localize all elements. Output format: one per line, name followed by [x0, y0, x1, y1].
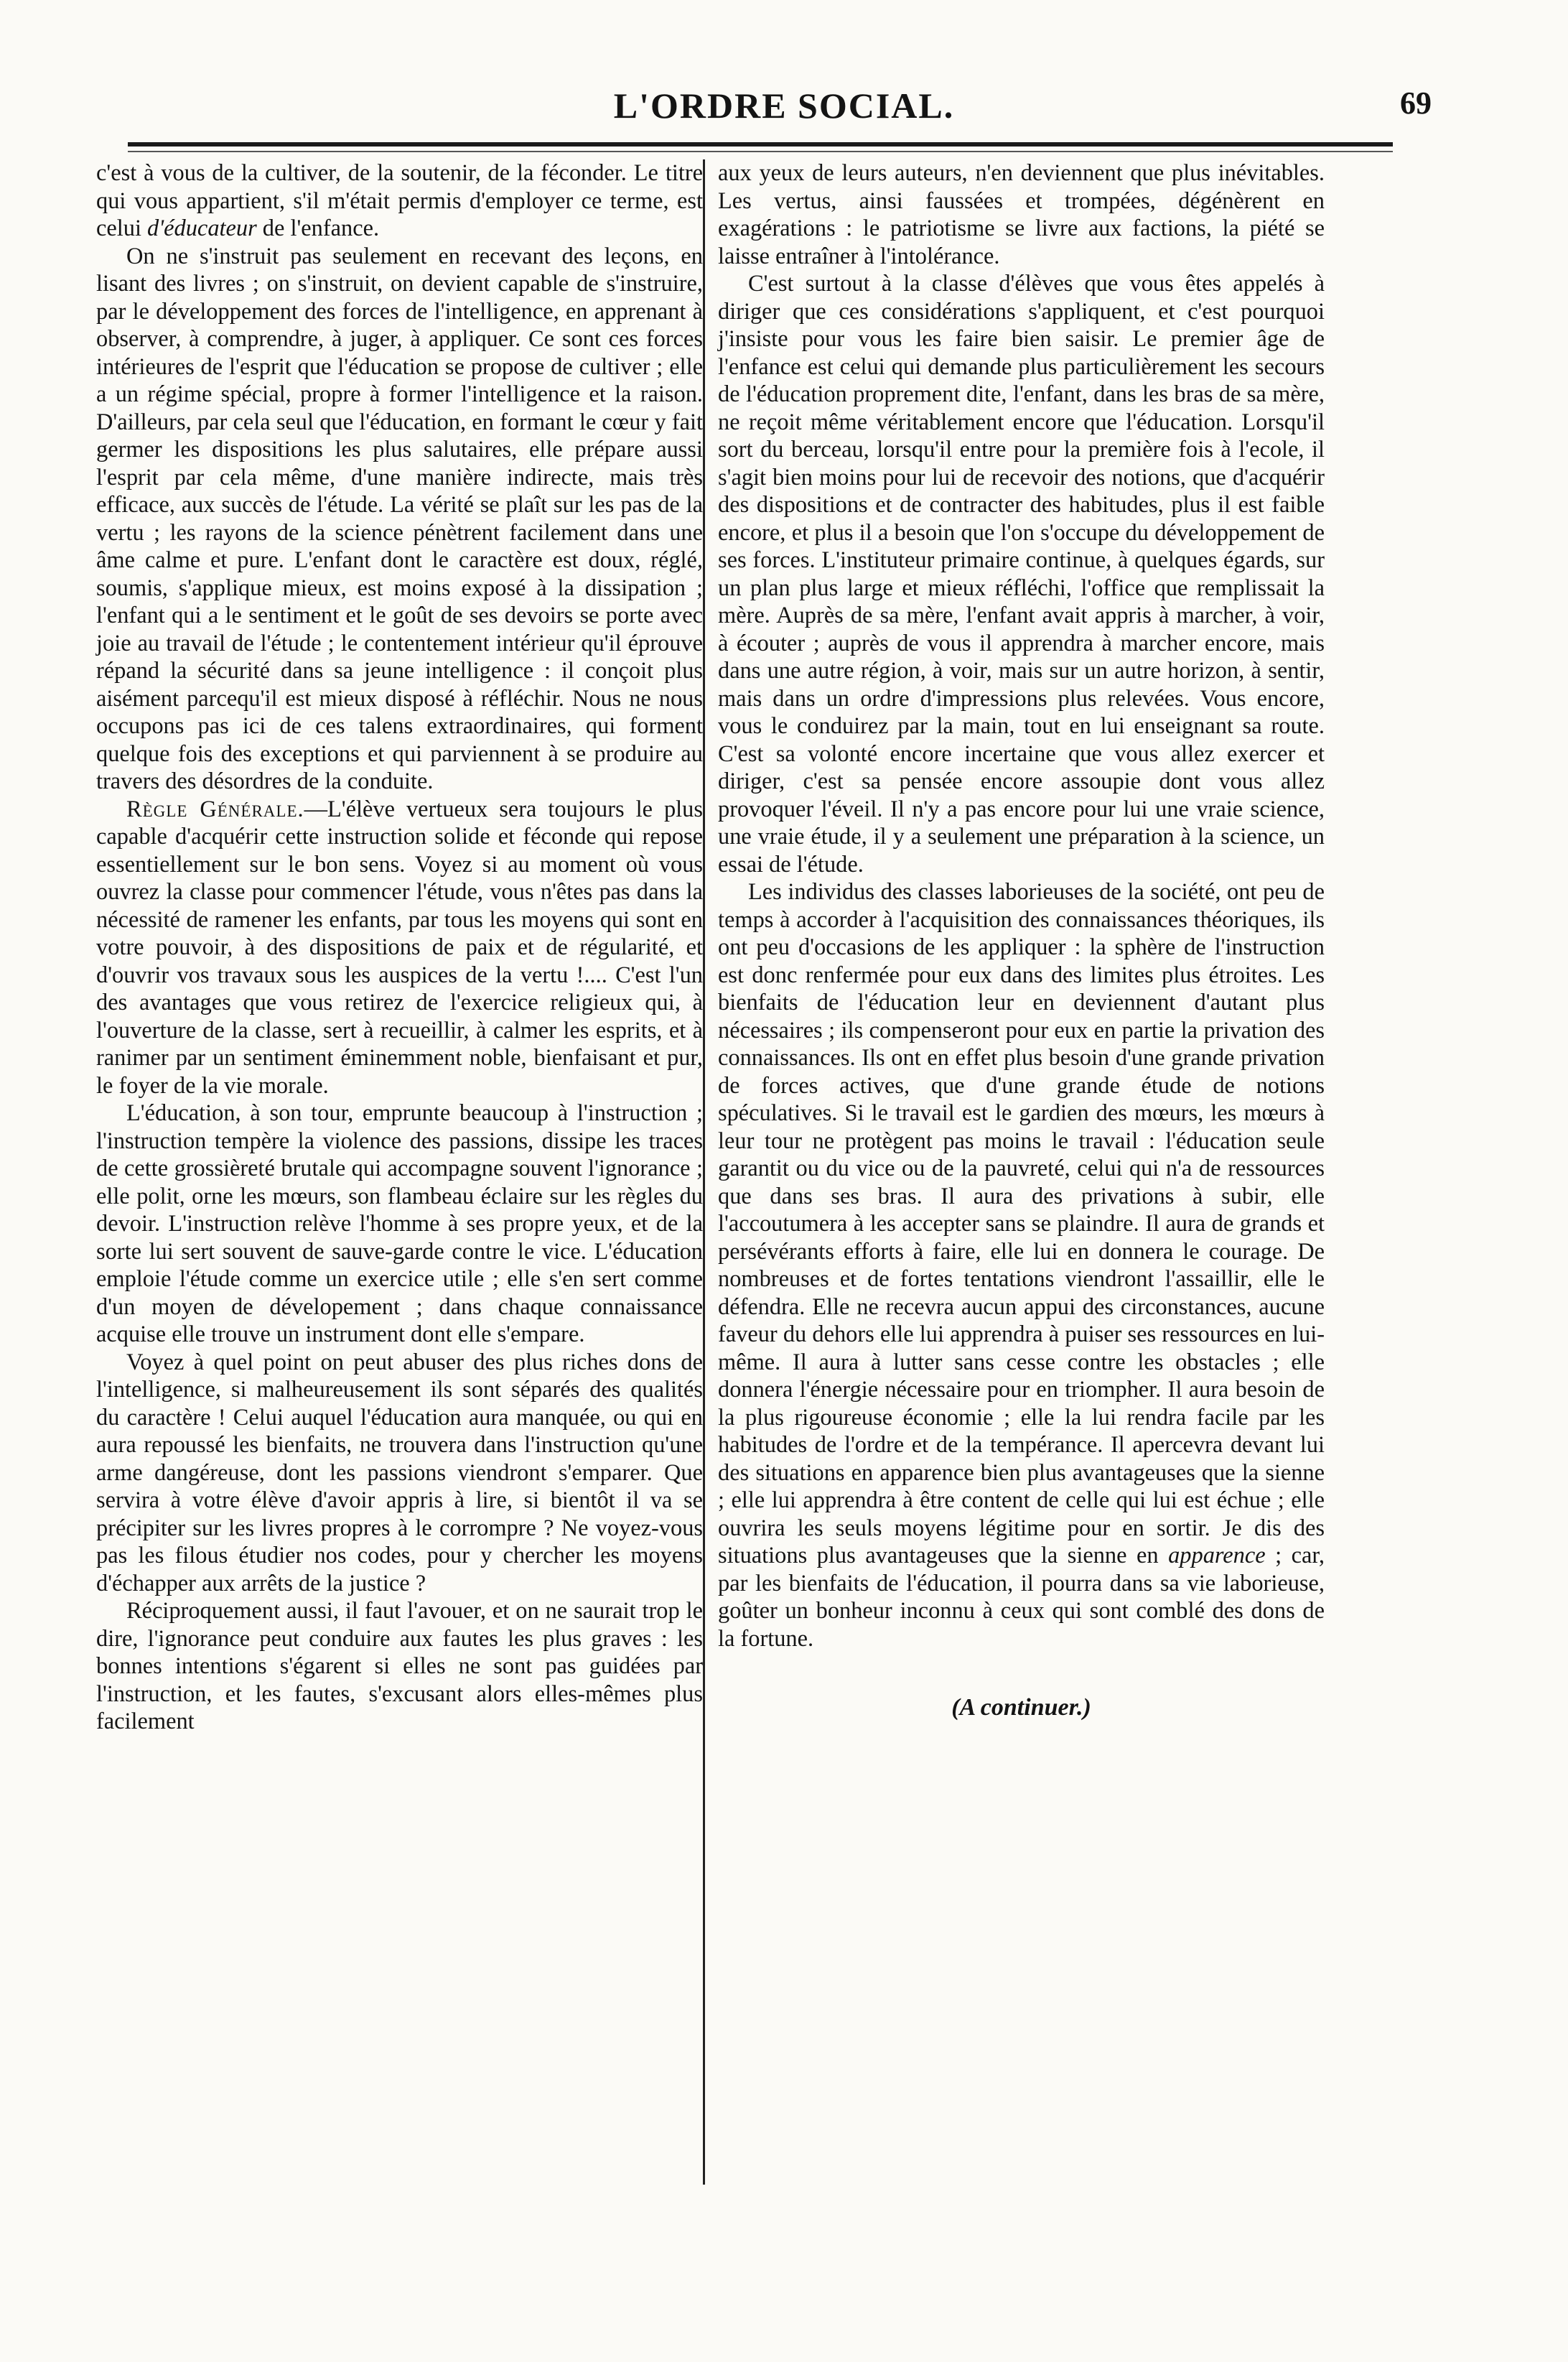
- header-rule-thin: [128, 151, 1393, 152]
- regle-generale-label: Règle Générale.: [126, 796, 304, 822]
- right-paragraph-3: [718, 878, 1325, 1652]
- left-p3-text: —L'élève vertueux sera toujours le plus capable d'acquérir cette instruction solide et féconde qui repose essentiellement sur le bon sens. Voyez si au moment où vous ouvrez la classe pour commencer l'étude, vous n'êtes pas dans la nécessité de ramener les enfants, par tous les moyens qui sont en votre pouvoir, à des dispositions de paix et de régularité, et d'ouvrir vos travaux sous les auspices de la vertu !.... C'est l'un des avantages que vous retirez de l'exercice religieux qui, à l'ouverture de la classe, sert à recueillir, à calmer les esprits, et à ranimer par un sentiment éminemment noble, bienfaisant et pur, le foyer de la vie morale.: [96, 796, 703, 1099]
- running-title: L'ORDRE SOCIAL.: [613, 85, 955, 126]
- left-paragraph-1: [96, 159, 703, 243]
- left-paragraph-4: L'éducation, à son tour, emprunte beaucoup à l'instruction ; l'instruction tempère la violence des passions, dissipe les traces de cette grossièreté brutale qui accompagne souvent l'ignorance ; elle polit, orne les mœurs, son flambeau éclaire sur les règles du devoir. L'instruction relève l'homme à ses propre yeux, et de la sorte lui sert souvent de sauve-garde contre le vice. L'éducation emploie l'étude comme un exercice utile ; elle s'en sert comme d'un moyen de dévelopement ; dans chaque connaissance acquise elle trouve un instrument dont elle s'empare.: [96, 1100, 703, 1347]
- page-number: 69: [1400, 85, 1432, 121]
- left-column: [96, 159, 703, 1736]
- header-rule: [128, 142, 1393, 147]
- left-p1-text: c'est à vous de la cultiver, de la soutenir, de la féconder. Le titre qui vous appartient, s'il m'était permis d'employer ce terme, est celui: [96, 160, 703, 241]
- right-paragraph-1: aux yeux de leurs auteurs, n'en deviennent que plus inévitables. Les vertus, ainsi faussées et trompées, dégénèrent en exagérations : le patriotisme se livre aux factions, la piété se laisse entraîner à l'intolérance.: [718, 160, 1325, 269]
- left-p1-emphasis: d'éducateur: [147, 215, 257, 241]
- left-p1-end: de l'enfance.: [256, 215, 380, 241]
- column-divider: [703, 159, 705, 2185]
- left-paragraph-2: On ne s'instruit pas seulement en recevant des leçons, en lisant des livres ; on s'instruit, on devient capable de s'instruire, par le développement des forces de l'intelligence, en apprenant à observer, à comprendre, à juger, à appliquer. Ce sont ces forces intérieures de l'esprit que l'éducation se propose de cultiver ; elle a un régime spécial, propre à former l'intelligence et la raison. D'ailleurs, par cela seul que l'éducation, en formant le cœur y fait germer les dispositions les plus salutaires, elle prépare aussi l'esprit par cela même, d'une manière indirecte, mais très efficace, aux succès de l'étude. La vérité se plaît sur les pas de la vertu ; les rayons de la science pénètrent facilement dans une âme calme et pure. L'enfant dont le caractère est doux, réglé, soumis, s'applique mieux, est moins exposé à la dissipation ; l'enfant qui a le sentiment et le goût de ses devoirs se porte avec joie au travail de l'étude ; le contentement intérieur qu'il éprouve répand la sécurité dans sa jeune intelligence : il conçoit plus aisément parcequ'il est mieux disposé à réfléchir. Nous ne nous occupons pas ici de ces talens extraordinaires, qui forment quelque fois des exceptions et qui parviennent à se produire au travers des désordres de la conduite.: [96, 243, 703, 794]
- right-p3-emphasis: apparence: [1168, 1543, 1266, 1568]
- left-paragraph-5: Voyez à quel point on peut abuser des plus riches dons de l'intelligence, si malheureusement ils sont séparés des qualités du caractère ! Celui auquel l'éducation aura manquée, ou qui en aura repoussé les bienfaits, ne trouvera dans l'instruction qu'une arme dangéreuse, dont les passions viendront s'emparer. Que servira à votre élève d'avoir appris à lire, si bientôt il va se précipiter sur les livres propres à le corrompre ? Ne voyez-vous pas les filous étudier nos codes, pour y chercher les moyens d'échapper aux arrêts de la justice ?: [96, 1349, 703, 1596]
- right-p3-text: Les individus des classes laborieuses de la société, ont peu de temps à accorder à l'acquisition des connaissances théoriques, ils ont peu d'occasions de les appliquer : la sphère de l'instruction est donc renfermée pour eux dans des limites plus étroites. Les bienfaits de l'éducation leur en deviennent d'autant plus nécessaires ; ils compenseront pour eux en partie la privation des connaissances. Ils ont en effet plus besoin d'une grande privation de forces actives, que d'une grande étude de notions spéculatives. Si le travail est le gardien des mœurs, les mœurs à leur tour ne protègent pas moins le travail : l'éducation seule garantit ou du vice ou de la pauvreté, celui qui n'a de ressources que dans ses bras. Il aura des privations à subir, elle l'accoutumera à les accepter sans se plaindre. Il aura de grands et persévérants efforts à faire, elle lui en donnera le courage. De nombreuses et de fortes tentations viendront l'assaillir, elle le défendra. Elle ne recevra aucun appui des circonstances, aucune faveur du dehors elle lui apprendra à puiser ses ressources en lui-même. Il aura à lutter sans cesse contre les obstacles ; elle donnera l'énergie nécessaire pour en triompher. Il aura besoin de la plus rigoureuse économie ; elle la lui rendra facile par les habitudes de l'ordre et de la tempérance. Il apercevra devant lui des situations en apparence bien plus avantageuses que la sienne ; elle lui apprendra à être content de celle qui lui est échue ; elle ouvrira les seuls moyens légitime pour en sortir. Je dis des situations plus avantageuses que la sienne en: [718, 879, 1325, 1568]
- left-paragraph-6: Réciproquement aussi, il faut l'avouer, et on ne saurait trop le dire, l'ignorance peut conduire aux fautes les plus graves : les bonnes intentions s'égarent si elles ne sont pas guidées par l'instruction, et les fautes, s'excusant alors elles-mêmes plus facilement: [96, 1598, 703, 1734]
- right-paragraph-2: C'est surtout à la classe d'élèves que vous êtes appelés à diriger que ces considérations s'appliquent, et c'est pourquoi j'insiste pour vous les faire bien saisir. Le premier âge de l'enfance est celui qui demande plus particulièrement les secours de l'éducation proprement dite, l'enfant, dans les bras de sa mère, ne reçoit même véritablement encore que l'éducation. Lorsqu'il sort du berceau, lorsqu'il entre pour la première fois à l'ecole, il s'agit bien moins pour lui de recevoir des notions, que d'acquérir des dispositions et de contracter des habitudes, plus il est faible encore, et plus il a besoin que l'on s'occupe du développement de ses forces. L'instituteur primaire continue, à quelques égards, sur un plan plus large et mieux réfléchi, l'office que remplissait la mère. Auprès de sa mère, l'enfant avait appris à marcher, à voir, à écouter ; auprès de vous il apprendra à marcher encore, mais dans une autre région, à voir, mais sur un autre horizon, à sentir, mais dans un ordre d'impressions plus relevées. Vous encore, vous le conduirez par la main, tout en lui enseignant sa route. C'est sa volonté encore incertaine que vous allez exercer et diriger, c'est sa pensée encore assoupie dont vous allez provoquer l'éveil. Il n'y a pas encore pour lui une vraie science, une vraie étude, il y a seulement une préparation à la science, un essai de l'étude.: [718, 271, 1325, 878]
- left-paragraph-3: [96, 796, 703, 1100]
- continuation-note: (A continuer.): [951, 1694, 1091, 1721]
- right-p3-end: ; car, par les bienfaits de l'éducation, il pourra dans sa vie laborieuse, goûter un bonheur inconnu à ceux qui sont comblé des dons de la fortune.: [718, 1543, 1325, 1652]
- right-column: [718, 159, 1325, 1722]
